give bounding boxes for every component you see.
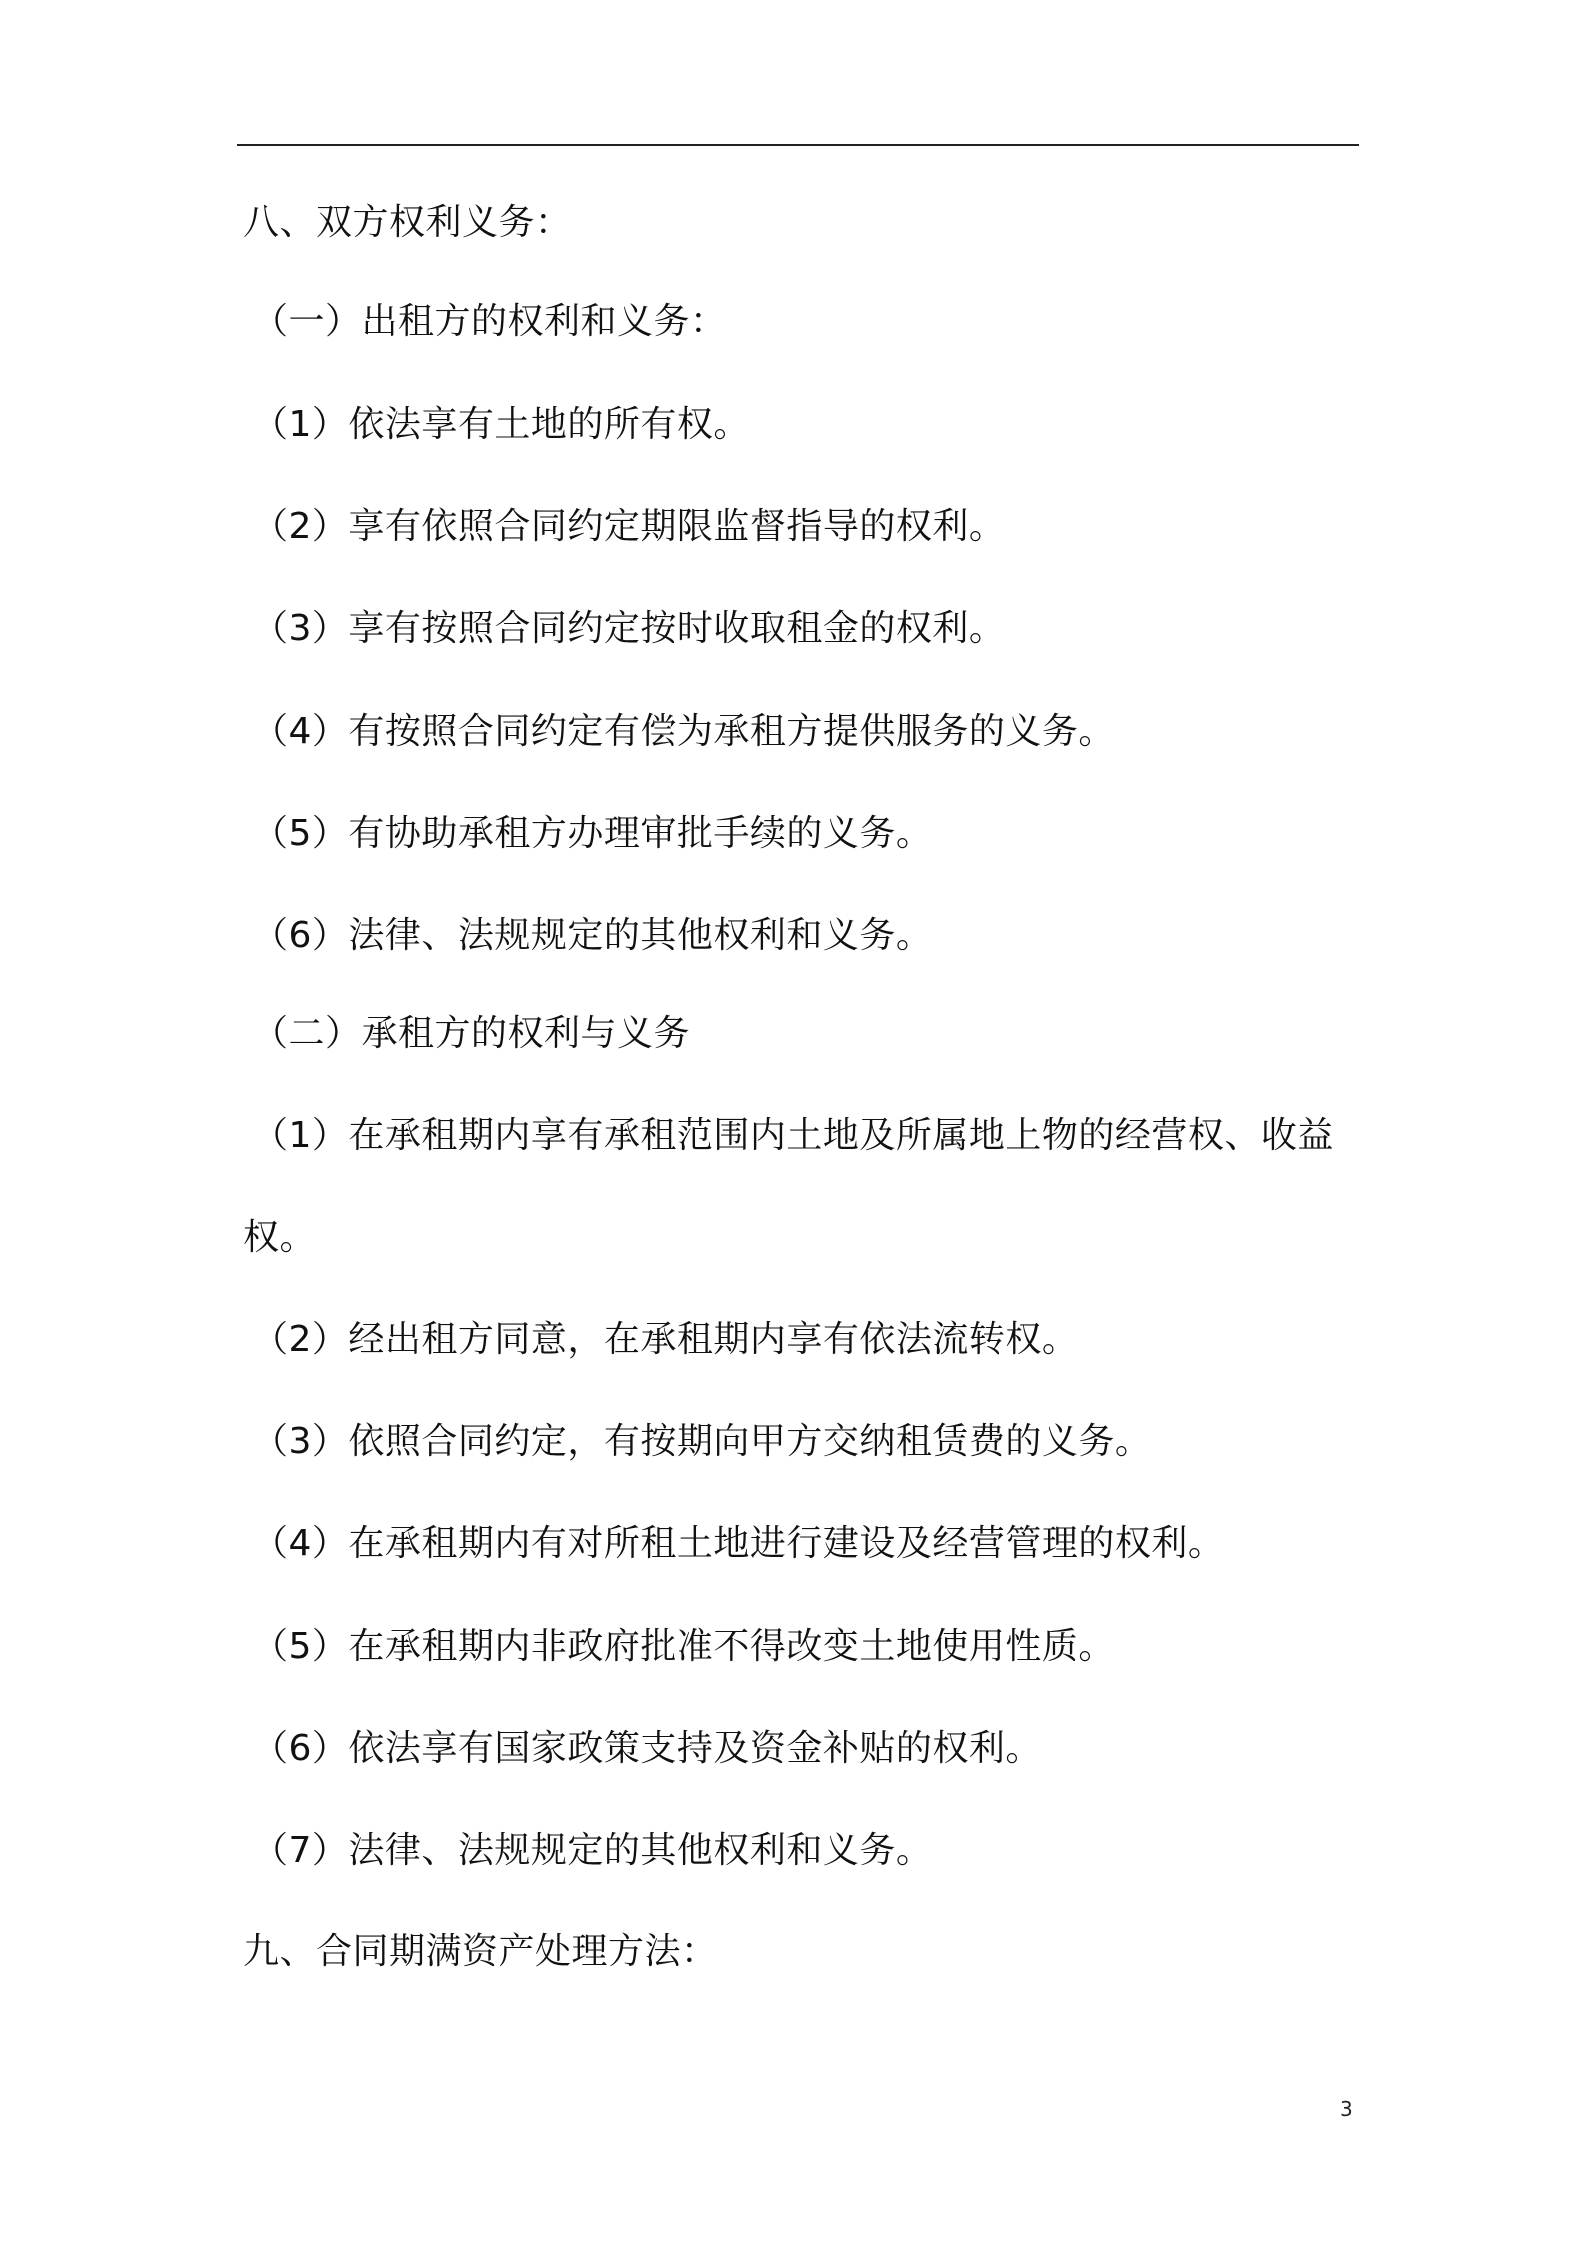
- paragraph-line: （1）在承租期内享有承租范围内土地及所属地上物的经营权、收益: [252, 1115, 1334, 1156]
- header-rule: [237, 144, 1359, 146]
- paragraph-line: （5）有协助承租方办理审批手续的义务。: [252, 813, 933, 854]
- paragraph-line: （5）在承租期内非政府批准不得改变土地使用性质。: [252, 1626, 1115, 1667]
- paragraph-line: （3）依照合同约定，有按期向甲方交纳租赁费的义务。: [252, 1421, 1152, 1462]
- paragraph-line: （6）依法享有国家政策支持及资金补贴的权利。: [252, 1728, 1042, 1769]
- paragraph-line: （6）法律、法规规定的其他权利和义务。: [252, 915, 933, 956]
- subsection-heading-2: （二）承租方的权利与义务: [252, 1013, 691, 1054]
- section-heading-8: 八、双方权利义务：: [243, 202, 572, 243]
- paragraph-line-continuation: 权。: [243, 1217, 317, 1258]
- paragraph-line: （7）法律、法规规定的其他权利和义务。: [252, 1830, 933, 1871]
- paragraph-line: （2）享有依照合同约定期限监督指导的权利。: [252, 506, 1006, 547]
- paragraph-line: （4）在承租期内有对所租土地进行建设及经营管理的权利。: [252, 1523, 1225, 1564]
- paragraph-line: （4）有按照合同约定有偿为承租方提供服务的义务。: [252, 711, 1115, 752]
- page-number: 3: [1340, 2097, 1353, 2121]
- paragraph-line: （2）经出租方同意，在承租期内享有依法流转权。: [252, 1319, 1079, 1360]
- subsection-heading-1: （一）出租方的权利和义务：: [252, 301, 727, 342]
- paragraph-line: （3）享有按照合同约定按时收取租金的权利。: [252, 608, 1006, 649]
- section-heading-9: 九、合同期满资产处理方法：: [243, 1931, 718, 1972]
- paragraph-line: （1）依法享有土地的所有权。: [252, 404, 750, 445]
